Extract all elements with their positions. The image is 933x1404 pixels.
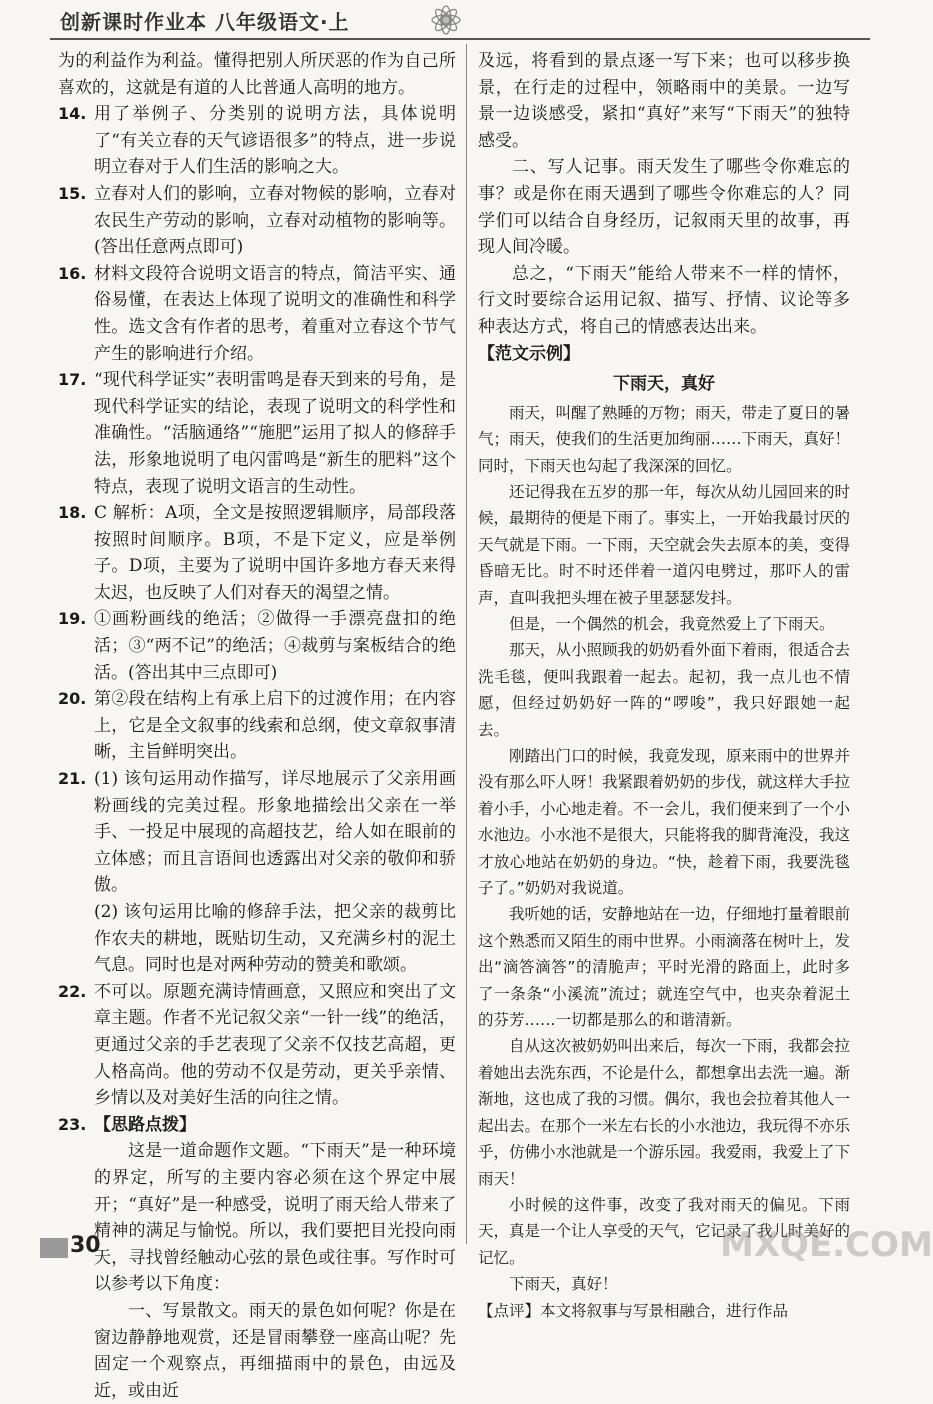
sample-essay-label: 【范文示例】	[478, 343, 580, 364]
essay-paragraph: 还记得我在五岁的那一年，每次从幼儿园回来的时候，最期待的便是下雨了。事实上，一开始我最讨厌的天气就是下雨。一下雨，天空就会失去原本的美，变得昏暗无比。时不时还伴着一道闪电劈过，那吓人的雷声，直叫我把头埋在被子里瑟瑟发抖。	[478, 482, 851, 607]
right-column	[478, 48, 850, 1324]
answer-list	[58, 101, 456, 1138]
essay-paragraph: 但是，一个偶然的机会，我竟然爱上了下雨天。	[509, 614, 835, 633]
answer-text: C 解析：A项，全文是按照逻辑顺序，局部段落按照时间顺序。B项，不是下定义，应是举例子。D项，主要为了说明中国许多地方春天来得太迟，也反映了人们对春天的渴望之情。	[94, 503, 456, 603]
answer-number: 23.	[58, 1114, 87, 1134]
answer-item	[58, 979, 456, 1112]
answer-number: 20.	[58, 689, 87, 709]
left-column	[58, 48, 456, 1404]
essay-paragraph: 那天，从小照顾我的奶奶看外面下着雨，很适合去洗毛毯，便叫我跟着一起去。起初，我一点儿也不情愿，但经过奶奶好一阵的“啰唆”，我只好跟她一起去。	[478, 641, 851, 739]
essay-paragraph: 雨天，叫醒了熟睡的万物；雨天，带走了夏日的暑气；雨天，使我们的生活更加绚丽……下雨天，真好！同时，下雨天也勾起了我深深的回忆。	[478, 403, 851, 475]
essay-paragraph: 自从这次被奶奶叫出来后，每次一下雨，我都会拉着她出去洗东西，不论是什么，都想拿出去洗一遍。渐渐地，这也成了我的习惯。偶尔，我也会拉着其他人一起出去。在那个一米左右长的小水池边，我玩得不亦乐乎，仿佛小水池就是一个游乐园。我爱雨，我爱上了下雨天！	[478, 1037, 851, 1188]
answer-number: 19.	[58, 609, 87, 629]
answer-text: 不可以。原题充满诗情画意，又照应和突出了文章主题。作者不光记叙父亲“一针一线”的绝活，更通过父亲的手艺表现了父亲不仅技艺高超，更人格高尚。他的劳动不仅是劳动，更关乎亲情、乡情以及对美好生活的向往之情。	[94, 981, 456, 1109]
answer-item	[58, 766, 456, 899]
answer-text: (2) 该句运用比喻的修辞手法，把父亲的裁剪比作农夫的耕地，既贴切生动，又充满乡村的泥土气息。同时也是对两种劳动的赞美和歌颂。	[94, 902, 456, 976]
answer-item	[58, 101, 456, 181]
answer-item	[58, 181, 456, 261]
essay-title: 下雨天，真好	[613, 374, 715, 395]
answer-text: 第②段在结构上有承上启下的过渡作用；在内容上，它是全文叙事的线索和总纲，使文章叙事清晰，主旨鲜明突出。	[94, 689, 456, 763]
answer-number: 14.	[58, 104, 87, 124]
answer-number: 15.	[58, 183, 87, 203]
essay-paragraph: 我听她的话，安静地站在一边，仔细地打量着眼前这个熟悉而又陌生的雨中世界。小雨滴落在树叶上，发出“滴答滴答”的清脆声；平时光滑的路面上，此时多了一条条“小溪流”流过；就连空气中，也夹杂着泥土的芬芳……一切都是那么的和谐清新。	[478, 905, 851, 1030]
answer-item	[58, 686, 456, 766]
answer-text: “现代科学证实”表明雷鸣是春天到来的号角，是现代科学证实的结论，表现了说明文的科学性和准确性。“活脑通络”“施肥”运用了拟人的修辞手法，形象地说明了电闪雷鸣是“新生的肥料”这个特点，表现了说明文语言的生动性。	[94, 370, 456, 497]
q23-paragraph-2: 一、写景散文。雨天的景色如何呢？你是在窗边静静地观赏，还是冒雨攀登一座高山呢？先固定一个观察点，再细描雨中的景色，由远及近，或由近	[94, 1300, 456, 1401]
watermark: MXQE.COM	[720, 1225, 933, 1265]
page-number: 30	[70, 1233, 101, 1258]
answer-text: 材料文段符合说明文语言的特点，简洁平实、通俗易懂，在表达上体现了说明文的准确性和科学性。选文含有作者的思考，着重对立春这个节气产生的影响进行介绍。	[94, 263, 456, 364]
answer-number: 16.	[58, 263, 87, 283]
answer-number	[58, 899, 94, 979]
q23-paragraph-1: 这是一道命题作文题。“下雨天”是一种环境的界定，所写的主要内容必须在这个界定中展开；“真好”是一种感受，说明了雨天给人带来了精神的满足与愉悦。所以，我们要把目光投向雨天，寻找曾经触动心弦的景色或往事。写作时可以参考以下角度：	[94, 1141, 456, 1295]
essay-paragraph: 小时候的这件事，改变了我对雨天的偏见。下雨天，真是一个让人享受的天气，它记录了我儿时美好的记忆。	[478, 1195, 851, 1267]
answer-text: 立春对人们的影响，立春对物候的影响，立春对农民生产劳动的影响，立春对动植物的影响等。(答出任意两点即可)	[94, 183, 456, 258]
sample-essay	[478, 400, 850, 1298]
page-header	[0, 0, 900, 44]
answer-item	[58, 899, 456, 979]
answer-item	[58, 367, 456, 500]
comment-paragraph: 【点评】本文将叙事与写景相融合，进行作品	[478, 1301, 789, 1320]
summary-paragraph: 总之，“下雨天”能给人带来不一样的情怀，行文时要综合运用记叙、描写、抒情、议论等多种表达方式，将自己的情感表达出来。	[478, 263, 850, 337]
column-divider	[466, 44, 467, 1244]
answer-text: 【思路点拨】	[94, 1114, 196, 1135]
page-tab-marker	[40, 1238, 68, 1258]
essay-paragraph: 刚踏出门口的时候，我竟发现，原来雨中的世界并没有那么吓人呀！我紧跟着奶奶的步伐，就这样大手拉着小手，小心地走着。不一会儿，我们便来到了一个小水池边。小水池不是很大，只能将我的脚背淹没，我这才放心地站在奶奶的身边。“快，趁着下雨，我要洗毯子了。”奶奶对我说道。	[478, 747, 851, 898]
writing-angle-2: 二、写人记事。雨天发生了哪些令你难忘的事？或是你在雨天遇到了哪些令你难忘的人？同学们可以结合自身经历，记叙雨天里的故事，再现人间冷暖。	[478, 157, 850, 258]
answer-text: ①画粉画线的绝活；②做得一手漂亮盘扣的绝活；③“两不记”的绝活；④裁剪与案板结合的绝活。(答出其中三点即可)	[94, 609, 456, 683]
answer-number: 22.	[58, 981, 87, 1001]
answer-number: 21.	[58, 769, 87, 789]
answer-item	[58, 606, 456, 686]
intro-paragraph: 为的利益作为利益。懂得把别人所厌恶的作为自己所喜欢的，这就是有道的人比普通人高明的地方。	[58, 51, 456, 98]
header-rule	[50, 38, 870, 40]
continued-paragraph: 及远，将看到的景点逐一写下来；也可以移步换景，在行走的过程中，领略雨中的美景。一边写景一边谈感受，紧扣“真好”来写“下雨天”的独特感受。	[478, 51, 850, 151]
answer-item	[58, 1112, 456, 1139]
essay-paragraph: 下雨天，真好！	[509, 1275, 618, 1294]
answer-item	[58, 261, 456, 367]
answer-number: 17.	[58, 370, 87, 390]
answer-item	[58, 500, 456, 606]
header-title: 创新课时作业本 八年级语文·上	[60, 10, 350, 34]
answer-text: (1) 该句运用动作描写，详尽地展示了父亲用画粉画线的完美过程。形象地描绘出父亲在一举手、一投足中展现的高超技艺，给人如在眼前的立体感；而且言语间也透露出对父亲的敬仰和骄傲。	[94, 769, 456, 896]
answer-number: 18.	[58, 503, 87, 523]
answer-text: 用了举例子、分类别的说明方法，具体说明了“有关立春的天气谚语很多”的特点，进一步说明立春对于人们生活的影响之大。	[94, 104, 456, 178]
